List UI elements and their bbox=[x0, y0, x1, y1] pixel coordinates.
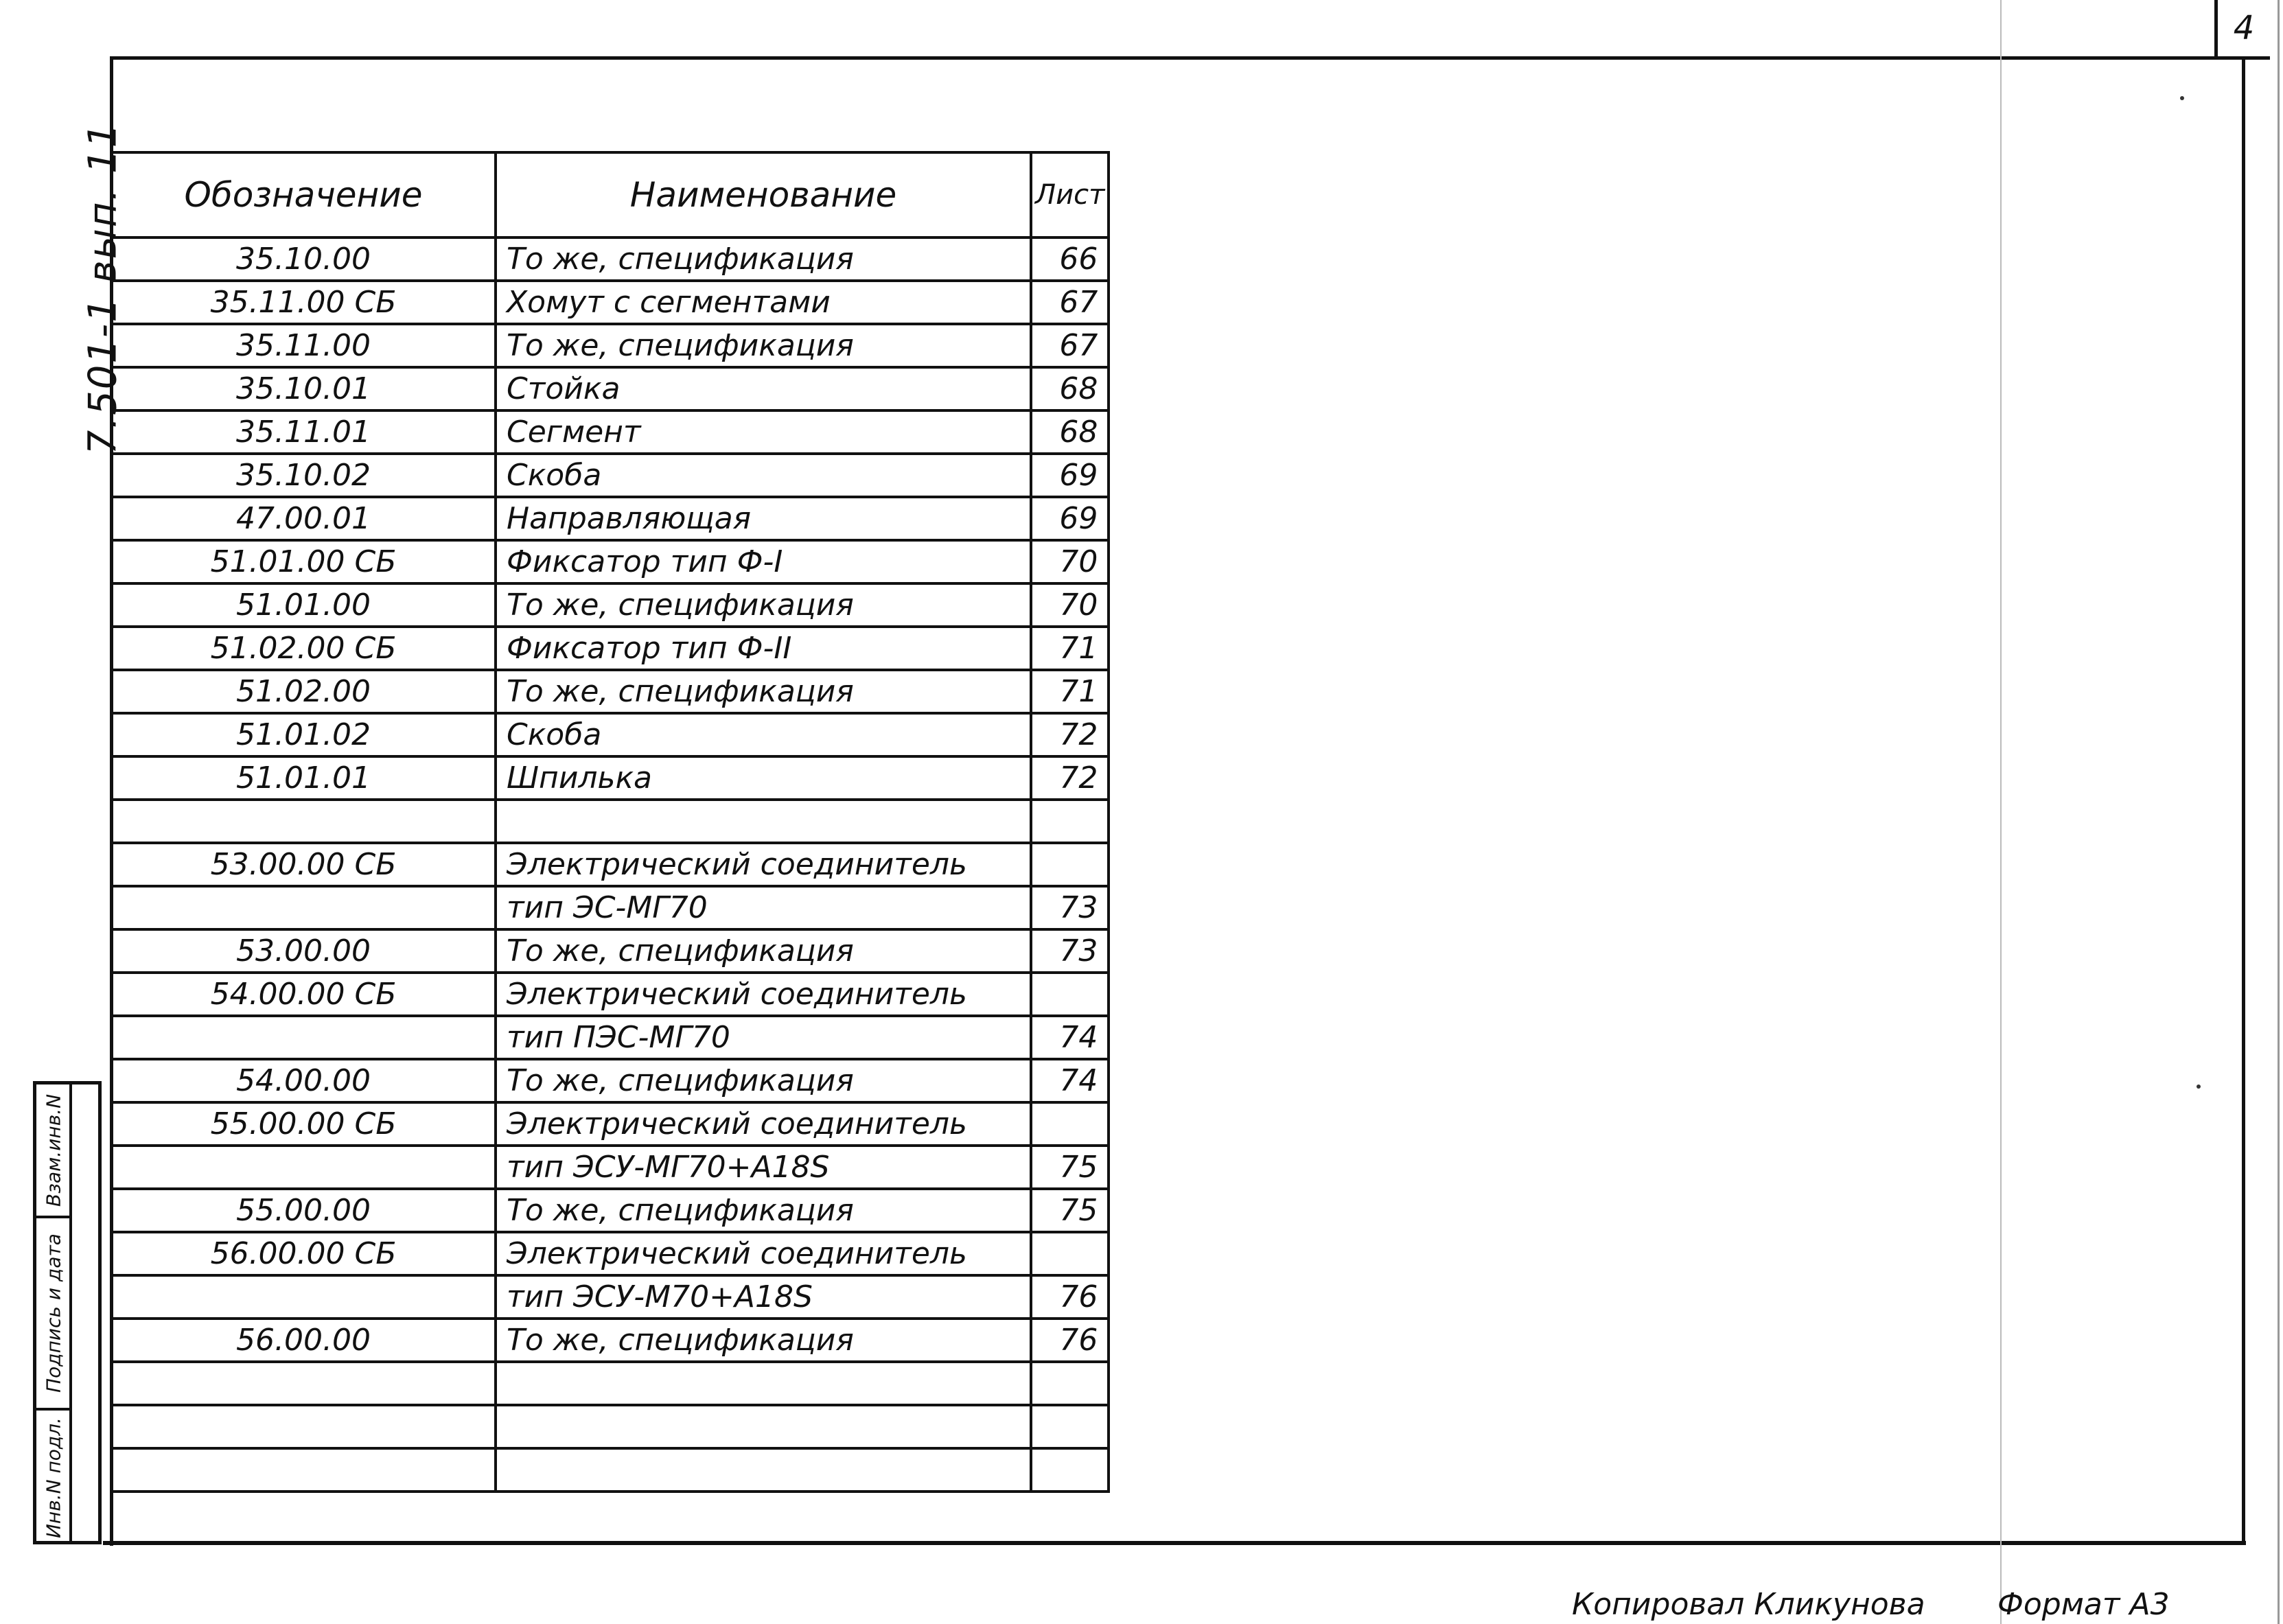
cell-sheet bbox=[1031, 1232, 1109, 1275]
table-row bbox=[111, 410, 1109, 454]
table-row bbox=[111, 1362, 1109, 1405]
cell-designation: 35.10.00 bbox=[111, 237, 496, 281]
cell-sheet: 71 bbox=[1031, 670, 1109, 713]
stamp-inv-original bbox=[36, 1411, 71, 1544]
table-row bbox=[111, 756, 1109, 800]
cell-sheet: 74 bbox=[1031, 1016, 1109, 1059]
scan-speck bbox=[2180, 96, 2184, 100]
cell-designation: 56.00.00 bbox=[111, 1319, 496, 1362]
cell-name: Электрический соединитель bbox=[496, 973, 1031, 1016]
table-row bbox=[111, 1448, 1109, 1492]
cell-name: То же, спецификация bbox=[496, 583, 1031, 627]
cell-designation: 55.00.00 bbox=[111, 1189, 496, 1232]
copied-by-note: Копировал Кликунова bbox=[1572, 1587, 1925, 1622]
header-sheet: Лист bbox=[1031, 152, 1109, 237]
cell-sheet: 67 bbox=[1031, 281, 1109, 324]
stamp-swap-inv-label: Взам.инв.N bbox=[42, 1093, 65, 1207]
cell-sheet: 69 bbox=[1031, 497, 1109, 540]
cell-designation bbox=[111, 1146, 496, 1189]
cell-designation bbox=[111, 1362, 496, 1405]
table-row bbox=[111, 1189, 1109, 1232]
header-name: Наименование bbox=[496, 152, 1031, 237]
cell-sheet: 70 bbox=[1031, 540, 1109, 583]
cell-designation: 51.01.01 bbox=[111, 756, 496, 800]
table-row bbox=[111, 1319, 1109, 1362]
cell-designation: 54.00.00 СБ bbox=[111, 973, 496, 1016]
cell-sheet: 73 bbox=[1031, 886, 1109, 929]
cell-name: Хомут с сегментами bbox=[496, 281, 1031, 324]
document-code: 7.501-1 вып. 11 bbox=[80, 121, 126, 455]
cell-sheet bbox=[1031, 800, 1109, 843]
cell-sheet bbox=[1031, 843, 1109, 886]
cell-name: Электрический соединитель bbox=[496, 843, 1031, 886]
cell-name: То же, спецификация bbox=[496, 237, 1031, 281]
cell-designation bbox=[111, 1448, 496, 1492]
cell-designation: 55.00.00 СБ bbox=[111, 1102, 496, 1146]
cell-sheet: 70 bbox=[1031, 583, 1109, 627]
cell-designation bbox=[111, 1405, 496, 1448]
stamp-inv-original-label: Инв.N подл. bbox=[42, 1417, 65, 1538]
cell-sheet: 73 bbox=[1031, 929, 1109, 973]
stamp-signature-date bbox=[36, 1218, 71, 1411]
specification-table bbox=[110, 151, 1110, 1493]
table-row bbox=[111, 843, 1109, 886]
table-row bbox=[111, 583, 1109, 627]
cell-sheet: 74 bbox=[1031, 1059, 1109, 1102]
cell-sheet: 69 bbox=[1031, 454, 1109, 497]
cell-name: Фиксатор тип Ф-I bbox=[496, 540, 1031, 583]
cell-name: Стойка bbox=[496, 367, 1031, 410]
cell-designation bbox=[111, 1275, 496, 1319]
cell-name: Электрический соединитель bbox=[496, 1102, 1031, 1146]
cell-name: То же, спецификация bbox=[496, 929, 1031, 973]
table-row bbox=[111, 929, 1109, 973]
cell-name: Электрический соединитель bbox=[496, 1232, 1031, 1275]
cell-designation: 35.10.02 bbox=[111, 454, 496, 497]
table-row bbox=[111, 1405, 1109, 1448]
cell-sheet: 71 bbox=[1031, 627, 1109, 670]
table-body bbox=[111, 237, 1109, 1492]
cell-designation: 35.11.01 bbox=[111, 410, 496, 454]
table-header-row bbox=[111, 152, 1109, 237]
frame-bottom-line bbox=[103, 1541, 2246, 1545]
table-row bbox=[111, 497, 1109, 540]
table-row bbox=[111, 1016, 1109, 1059]
table-row bbox=[111, 886, 1109, 929]
cell-designation: 35.11.00 bbox=[111, 324, 496, 367]
table-row bbox=[111, 800, 1109, 843]
scan-speck bbox=[2197, 1084, 2201, 1089]
table-row bbox=[111, 540, 1109, 583]
cell-sheet: 68 bbox=[1031, 367, 1109, 410]
cell-sheet bbox=[1031, 1448, 1109, 1492]
table-row bbox=[111, 713, 1109, 756]
cell-name: тип ЭСУ-М70+А18S bbox=[496, 1275, 1031, 1319]
table-row bbox=[111, 1275, 1109, 1319]
cell-designation: 51.01.02 bbox=[111, 713, 496, 756]
cell-name: Направляющая bbox=[496, 497, 1031, 540]
cell-name: То же, спецификация bbox=[496, 1059, 1031, 1102]
cell-sheet bbox=[1031, 1102, 1109, 1146]
fold-line bbox=[2000, 0, 2002, 1624]
table-row bbox=[111, 627, 1109, 670]
cell-designation: 35.11.00 СБ bbox=[111, 281, 496, 324]
cell-name: То же, спецификация bbox=[496, 324, 1031, 367]
cell-sheet: 76 bbox=[1031, 1319, 1109, 1362]
sheet-outer-right-edge bbox=[2278, 0, 2280, 1624]
cell-name: То же, спецификация bbox=[496, 1319, 1031, 1362]
cell-designation: 51.01.00 СБ bbox=[111, 540, 496, 583]
cell-sheet: 75 bbox=[1031, 1189, 1109, 1232]
header-designation: Обозначение bbox=[111, 152, 496, 237]
cell-name: Скоба bbox=[496, 454, 1031, 497]
cell-name: Фиксатор тип Ф-II bbox=[496, 627, 1031, 670]
cell-designation: 51.01.00 bbox=[111, 583, 496, 627]
cell-name: тип ЭС-МГ70 bbox=[496, 886, 1031, 929]
side-stamp bbox=[33, 1081, 102, 1544]
cell-name bbox=[496, 1362, 1031, 1405]
cell-designation bbox=[111, 886, 496, 929]
cell-designation: 51.02.00 bbox=[111, 670, 496, 713]
table-row bbox=[111, 670, 1109, 713]
cell-sheet bbox=[1031, 1405, 1109, 1448]
cell-sheet: 72 bbox=[1031, 713, 1109, 756]
cell-name: То же, спецификация bbox=[496, 1189, 1031, 1232]
table-row bbox=[111, 1059, 1109, 1102]
cell-designation: 56.00.00 СБ bbox=[111, 1232, 496, 1275]
frame-top-line bbox=[110, 56, 2265, 60]
cell-sheet: 67 bbox=[1031, 324, 1109, 367]
cell-name bbox=[496, 1448, 1031, 1492]
cell-sheet bbox=[1031, 1362, 1109, 1405]
cell-name bbox=[496, 800, 1031, 843]
cell-name: Сегмент bbox=[496, 410, 1031, 454]
cell-sheet: 66 bbox=[1031, 237, 1109, 281]
cell-sheet: 76 bbox=[1031, 1275, 1109, 1319]
cell-name: Скоба bbox=[496, 713, 1031, 756]
cell-designation: 53.00.00 bbox=[111, 929, 496, 973]
cell-sheet: 72 bbox=[1031, 756, 1109, 800]
table-row bbox=[111, 1146, 1109, 1189]
cell-name: Шпилька bbox=[496, 756, 1031, 800]
cell-name: тип ЭСУ-МГ70+А18S bbox=[496, 1146, 1031, 1189]
table-row bbox=[111, 281, 1109, 324]
table-row bbox=[111, 1232, 1109, 1275]
cell-designation: 35.10.01 bbox=[111, 367, 496, 410]
table-row bbox=[111, 367, 1109, 410]
table-row bbox=[111, 454, 1109, 497]
table-row bbox=[111, 973, 1109, 1016]
table-row bbox=[111, 324, 1109, 367]
format-label: Формат А3 bbox=[1997, 1587, 2170, 1622]
table-row bbox=[111, 1102, 1109, 1146]
frame-right-line bbox=[2242, 56, 2245, 1544]
cell-designation bbox=[111, 800, 496, 843]
cell-sheet: 75 bbox=[1031, 1146, 1109, 1189]
cell-designation: 51.02.00 СБ bbox=[111, 627, 496, 670]
cell-designation: 47.00.01 bbox=[111, 497, 496, 540]
cell-name bbox=[496, 1405, 1031, 1448]
cell-sheet bbox=[1031, 973, 1109, 1016]
stamp-signature-date-label: Подпись и дата bbox=[42, 1233, 65, 1393]
cell-designation bbox=[111, 1016, 496, 1059]
cell-name: То же, спецификация bbox=[496, 670, 1031, 713]
stamp-swap-inv bbox=[36, 1084, 71, 1218]
cell-sheet: 68 bbox=[1031, 410, 1109, 454]
cell-designation: 53.00.00 СБ bbox=[111, 843, 496, 886]
table-row bbox=[111, 237, 1109, 281]
cell-designation: 54.00.00 bbox=[111, 1059, 496, 1102]
cell-name: тип ПЭС-МГ70 bbox=[496, 1016, 1031, 1059]
sheet-number: 4 bbox=[2214, 0, 2270, 60]
